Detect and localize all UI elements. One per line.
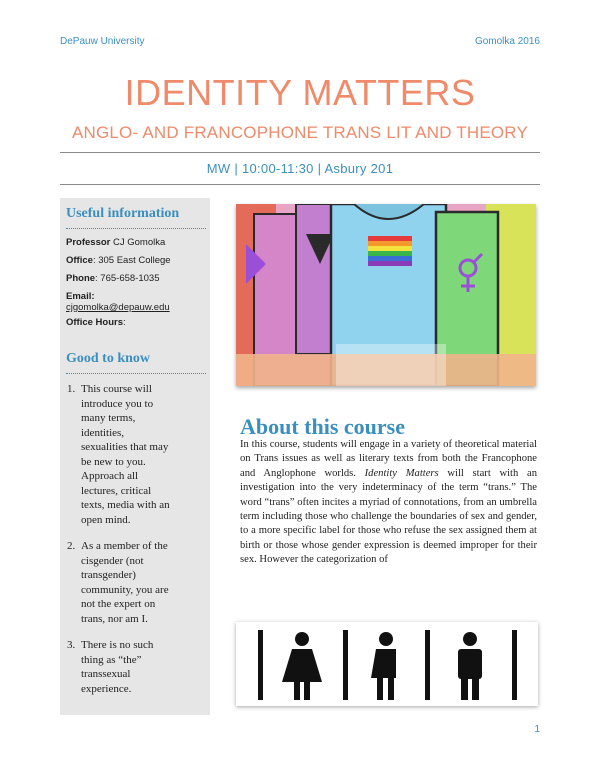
office-hours-line bbox=[66, 316, 208, 329]
list-number: 2. bbox=[67, 540, 76, 552]
page-subtitle: ANGLO- AND FRANCOPHONE TRANS LIT AND THEORY bbox=[71, 123, 529, 142]
divider-bottom bbox=[60, 184, 540, 185]
about-heading: About this course bbox=[240, 414, 406, 439]
list-item bbox=[66, 539, 208, 626]
office-value: : 305 East College bbox=[92, 255, 171, 266]
people-illustration bbox=[236, 204, 536, 386]
heading-divider bbox=[66, 228, 206, 229]
people-illustration-graphic bbox=[236, 204, 536, 386]
list-text: As a member of the cisgender (not transgender) community, you are not the expert on trans, nor am I. bbox=[81, 540, 169, 625]
list-text: There is no such thing as “the” transsexual experience. bbox=[81, 639, 154, 695]
restroom-signs-graphic bbox=[236, 622, 538, 706]
list-text: This course will introduce you to many terms, identities, sexualities that may be new to you. Approach all lectures, critical texts, media with an open mind. bbox=[81, 383, 170, 526]
phone-label: Phone bbox=[66, 273, 96, 284]
office-hours-label: Office Hours bbox=[66, 317, 124, 328]
good-to-know-heading: Good to know bbox=[66, 351, 151, 366]
professor-label: Professor bbox=[66, 237, 111, 248]
header-institution: DePauw University bbox=[60, 36, 145, 47]
phone-line bbox=[66, 272, 208, 285]
heading-divider bbox=[66, 373, 206, 374]
email-label: Email bbox=[66, 291, 92, 302]
email-link[interactable]: cjgomolka@depauw.edu bbox=[66, 302, 170, 313]
course-schedule: MW | 10:00-11:30 | Asbury 201 bbox=[206, 161, 394, 176]
list-number: 1. bbox=[67, 383, 76, 395]
phone-value: : 765-658-1035 bbox=[95, 273, 160, 284]
office-hours-value: : bbox=[123, 317, 126, 328]
about-paragraph bbox=[240, 438, 537, 568]
good-to-know-list bbox=[66, 382, 208, 708]
email-line: Email: cjgomolka@depauw.edu bbox=[66, 291, 170, 313]
page-number: 1 bbox=[534, 724, 540, 735]
sidebar bbox=[60, 198, 210, 715]
professor-value: CJ Gomolka bbox=[110, 237, 166, 248]
about-text-part2: will start with an investigation into the very indeterminacy of the term “trans.” The word “trans” often incites a myriad of connotations, from an umbrella term including those who challenge the boundaries of sex and gender, to a more specific label for those who refuse the sex assigned them at birth or those whose gender expression is deemed improper for their sex. However the categorization of bbox=[240, 467, 537, 566]
divider-top bbox=[60, 152, 540, 153]
about-text-part1: In this course, students will engage in a variety of theoretical material on Trans issues as well as literary texts from both the Francophone and Anglophone worlds. bbox=[240, 439, 537, 479]
list-item bbox=[66, 638, 208, 696]
useful-info-heading: Useful information bbox=[66, 206, 180, 221]
list-item bbox=[66, 382, 208, 527]
office-label: Office bbox=[66, 255, 93, 266]
office-line bbox=[66, 254, 208, 267]
restroom-signs-illustration bbox=[236, 622, 538, 706]
professor-line bbox=[66, 236, 208, 249]
header-author-year: Gomolka 2016 bbox=[474, 36, 540, 47]
course-title-italic: Identity Matters bbox=[364, 467, 439, 479]
page-title: IDENTITY MATTERS bbox=[124, 72, 476, 113]
list-number: 3. bbox=[67, 639, 76, 651]
